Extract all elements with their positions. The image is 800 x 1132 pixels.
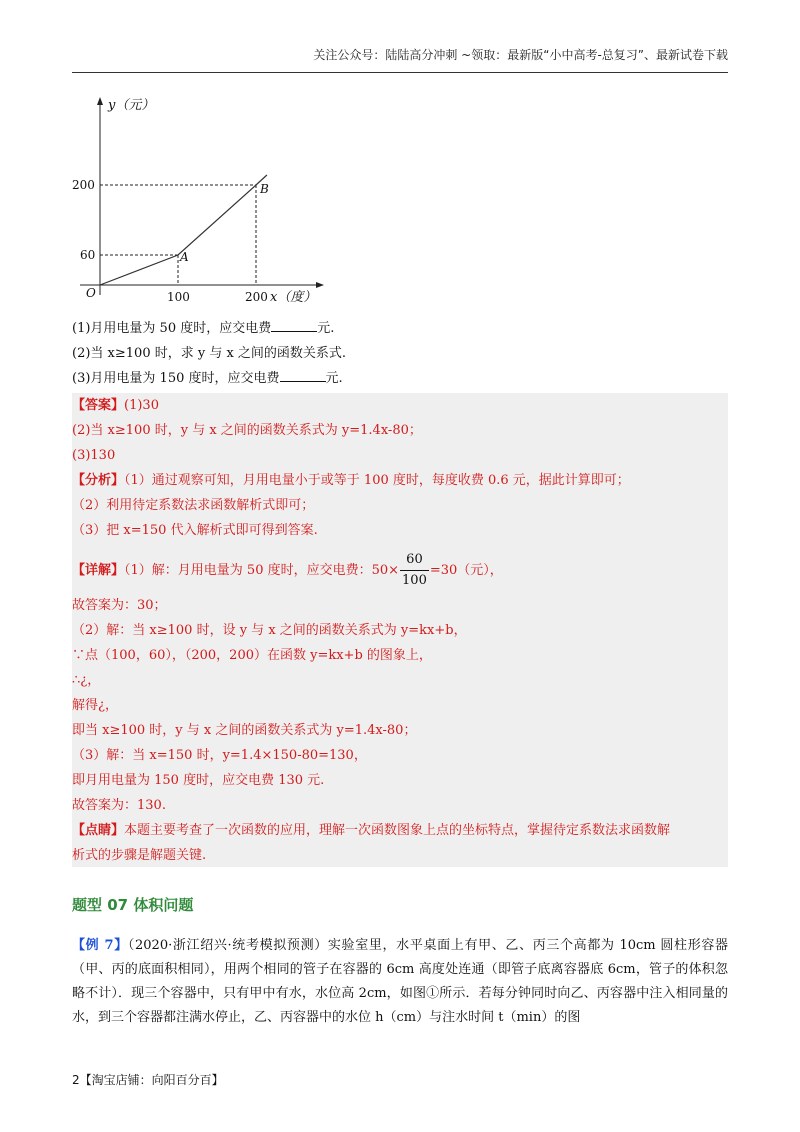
detail-line-6: 解得¿， bbox=[72, 698, 118, 713]
point-a-label: A bbox=[180, 250, 189, 264]
answer-blank-1 bbox=[271, 319, 317, 332]
analysis-line-2: （2）利用待定系数法求函数解析式即可； bbox=[72, 498, 315, 513]
detail-line-2: 故答案为：30； bbox=[72, 598, 167, 613]
origin-label: O bbox=[86, 286, 96, 300]
electricity-fee-graph bbox=[70, 95, 330, 315]
example-tag: 【例 7】 bbox=[72, 938, 128, 953]
x-axis-label: x（度） bbox=[270, 290, 317, 305]
header-divider bbox=[72, 72, 728, 73]
x-tick-label-100: 100 bbox=[167, 290, 190, 304]
question-1: (1)月用电量为 50 度时，应交电费 元. bbox=[72, 321, 335, 336]
y-tick-label-200: 200 bbox=[72, 178, 95, 192]
detail-line-4: ∵点（100，60），（200，200）在函数 y=kx+b 的图象上， bbox=[72, 648, 432, 663]
section-title: 题型 07 体积问题 bbox=[72, 896, 194, 914]
comment-line-2: 析式的步骤是解题关键. bbox=[72, 848, 207, 863]
answer-line-3: (3)130 bbox=[72, 448, 116, 463]
detail-line-3: （2）解：当 x≥100 时，设 y 与 x 之间的函数关系式为 y=kx+b， bbox=[72, 623, 467, 638]
analysis-line-3: （3）把 x=150 代入解析式即可得到答案. bbox=[72, 523, 318, 538]
answer-line-1: 【答案】(1)30 bbox=[72, 398, 159, 413]
series-line bbox=[100, 175, 267, 285]
x-axis-arrow-icon bbox=[316, 282, 324, 288]
page-footer: 2【淘宝店铺：向阳百分百】 bbox=[72, 1073, 224, 1087]
y-tick-label-60: 60 bbox=[80, 248, 96, 262]
detail-line-9: 即月用电量为 150 度时，应交电费 130 元. bbox=[72, 773, 325, 788]
example-paragraph bbox=[72, 934, 728, 1030]
detail-line-7: 即当 x≥100 时，y 与 x 之间的函数关系式为 y=1.4x-80； bbox=[72, 723, 417, 738]
detail-line-10: 故答案为：130. bbox=[72, 798, 166, 813]
answer-blank-3 bbox=[280, 369, 326, 382]
answer-line-2: (2)当 x≥100 时，y 与 x 之间的函数关系式为 y=1.4x-80； bbox=[72, 423, 422, 438]
y-axis-label: y（元） bbox=[108, 98, 155, 113]
example-text: （2020·浙江绍兴·统考模拟预测）实验室里，水平桌面上有甲、乙、丙三个高都为 10cm 圆柱形容器（甲、丙的底面积相同），用两个相同的管子在容器的 6cm 高度处连通（即管子底离容器底 6cm，管子的体积忽略不计）．现三个容器中，只有甲中有水，水位高 2cm，如图①所示．若每分钟同时向乙、丙容器中注入相同量的水，到三个容器都注满水停止，乙、丙容器中的水位 h（cm）与注水时间 t（min）的图 bbox=[72, 938, 729, 1025]
x-tick-label-200: 200 bbox=[245, 290, 268, 304]
comment-line-1: 【点睛】本题主要考查了一次函数的应用，理解一次函数图象上点的坐标特点，掌握待定系数法求函数解 bbox=[72, 823, 671, 838]
page-header: 关注公众号：陆陆高分冲刺 ~领取：最新版“小中高考-总复习”、最新试卷下载 bbox=[313, 48, 728, 62]
detail-line-8: （3）解：当 x=150 时，y=1.4×150-80=130， bbox=[72, 748, 367, 763]
analysis-line-1: 【分析】（1）通过观察可知，月用电量小于或等于 100 度时，每度收费 0.6 元，据此计算即可； bbox=[72, 473, 630, 488]
y-axis-arrow-icon bbox=[97, 97, 103, 105]
point-b-label: B bbox=[260, 182, 269, 196]
question-2: (2)当 x≥100 时，求 y 与 x 之间的函数关系式. bbox=[72, 346, 347, 361]
fraction: $\frac{60}{100}$ bbox=[402, 552, 427, 588]
detail-line-1: 【详解】（1）解：月用电量为 50 度时，应交电费：50× $\frac{60}{100}$ =30（元）， bbox=[72, 550, 503, 591]
question-3: (3)月用电量为 150 度时，应交电费 元. bbox=[72, 371, 343, 386]
detail-line-5: ∴¿， bbox=[72, 673, 101, 688]
